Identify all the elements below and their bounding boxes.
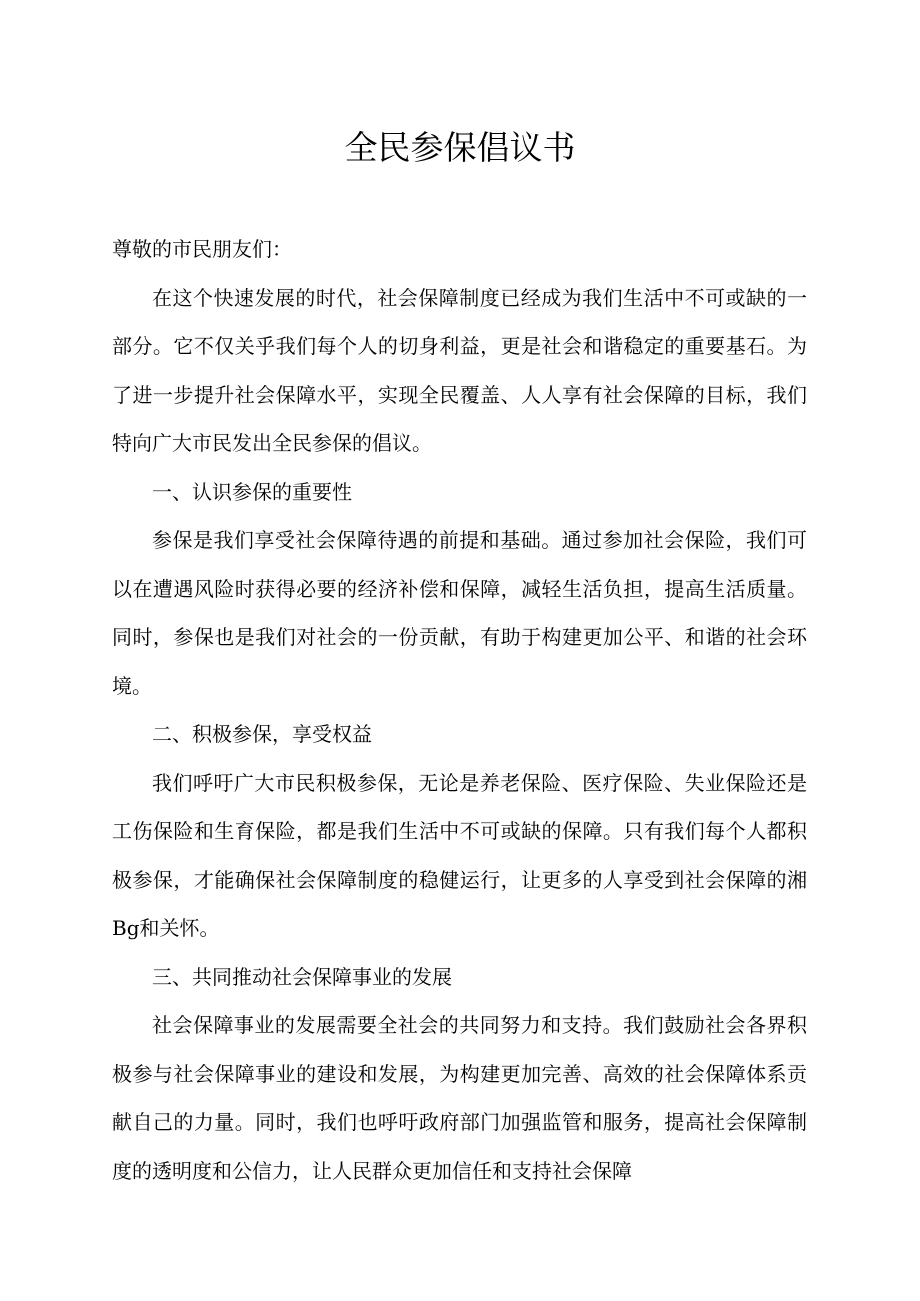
paragraph-section-2: 我们呼吁广大市民积极参保，无论是养老保险、医疗保险、失业保险还是工伤保险和生育保险，都是我们生活中不可或缺的保障。只有我们每个人都积极参保，才能确保社会保障制度的稳健运行，让更多的人享受到社会保障的湘Bg和关怀。 — [112, 770, 807, 940]
paragraph-section-3: 社会保障事业的发展需要全社会的共同努力和支持。我们鼓励社会各界积极参与社会保障事业的建设和发展，为构建更加完善、高效的社会保障体系贡献自己的力量。同时，我们也呼吁政府部门加强监管和服务，提高社会保障制度的透明度和公信力，让人民群众更加信任和支持社会保障 — [112, 1013, 807, 1183]
paragraph-section-1: 参保是我们享受社会保障待遇的前提和基础。通过参加社会保险，我们可以在遭遇风险时获得必要的经济补偿和保障，减轻生活负担，提高生活质量。同时，参保也是我们对社会的一份贡献，有助于构建更加公平、和谐的社会环境。 — [112, 528, 807, 698]
paragraph-intro: 在这个快速发展的时代，社会保障制度已经成为我们生活中不可或缺的一部分。它不仅关乎我们每个人的切身利益，更是社会和谐稳定的重要基石。为了进一步提升社会保障水平，实现全民覆盖、人人享有社会保障的目标，我们特向广大市民发出全民参保的倡议。 — [112, 285, 807, 455]
section-heading-3: 三、共同推动社会保障事业的发展 — [152, 964, 452, 989]
section-heading-1: 一、认识参保的重要性 — [152, 479, 352, 504]
document-body — [112, 225, 807, 1195]
section-heading-2: 二、积极参保，享受权益 — [152, 722, 372, 746]
document-title: 全民参保倡议书 — [344, 128, 576, 167]
salutation: 尊敬的市民朋友们： — [112, 237, 292, 261]
